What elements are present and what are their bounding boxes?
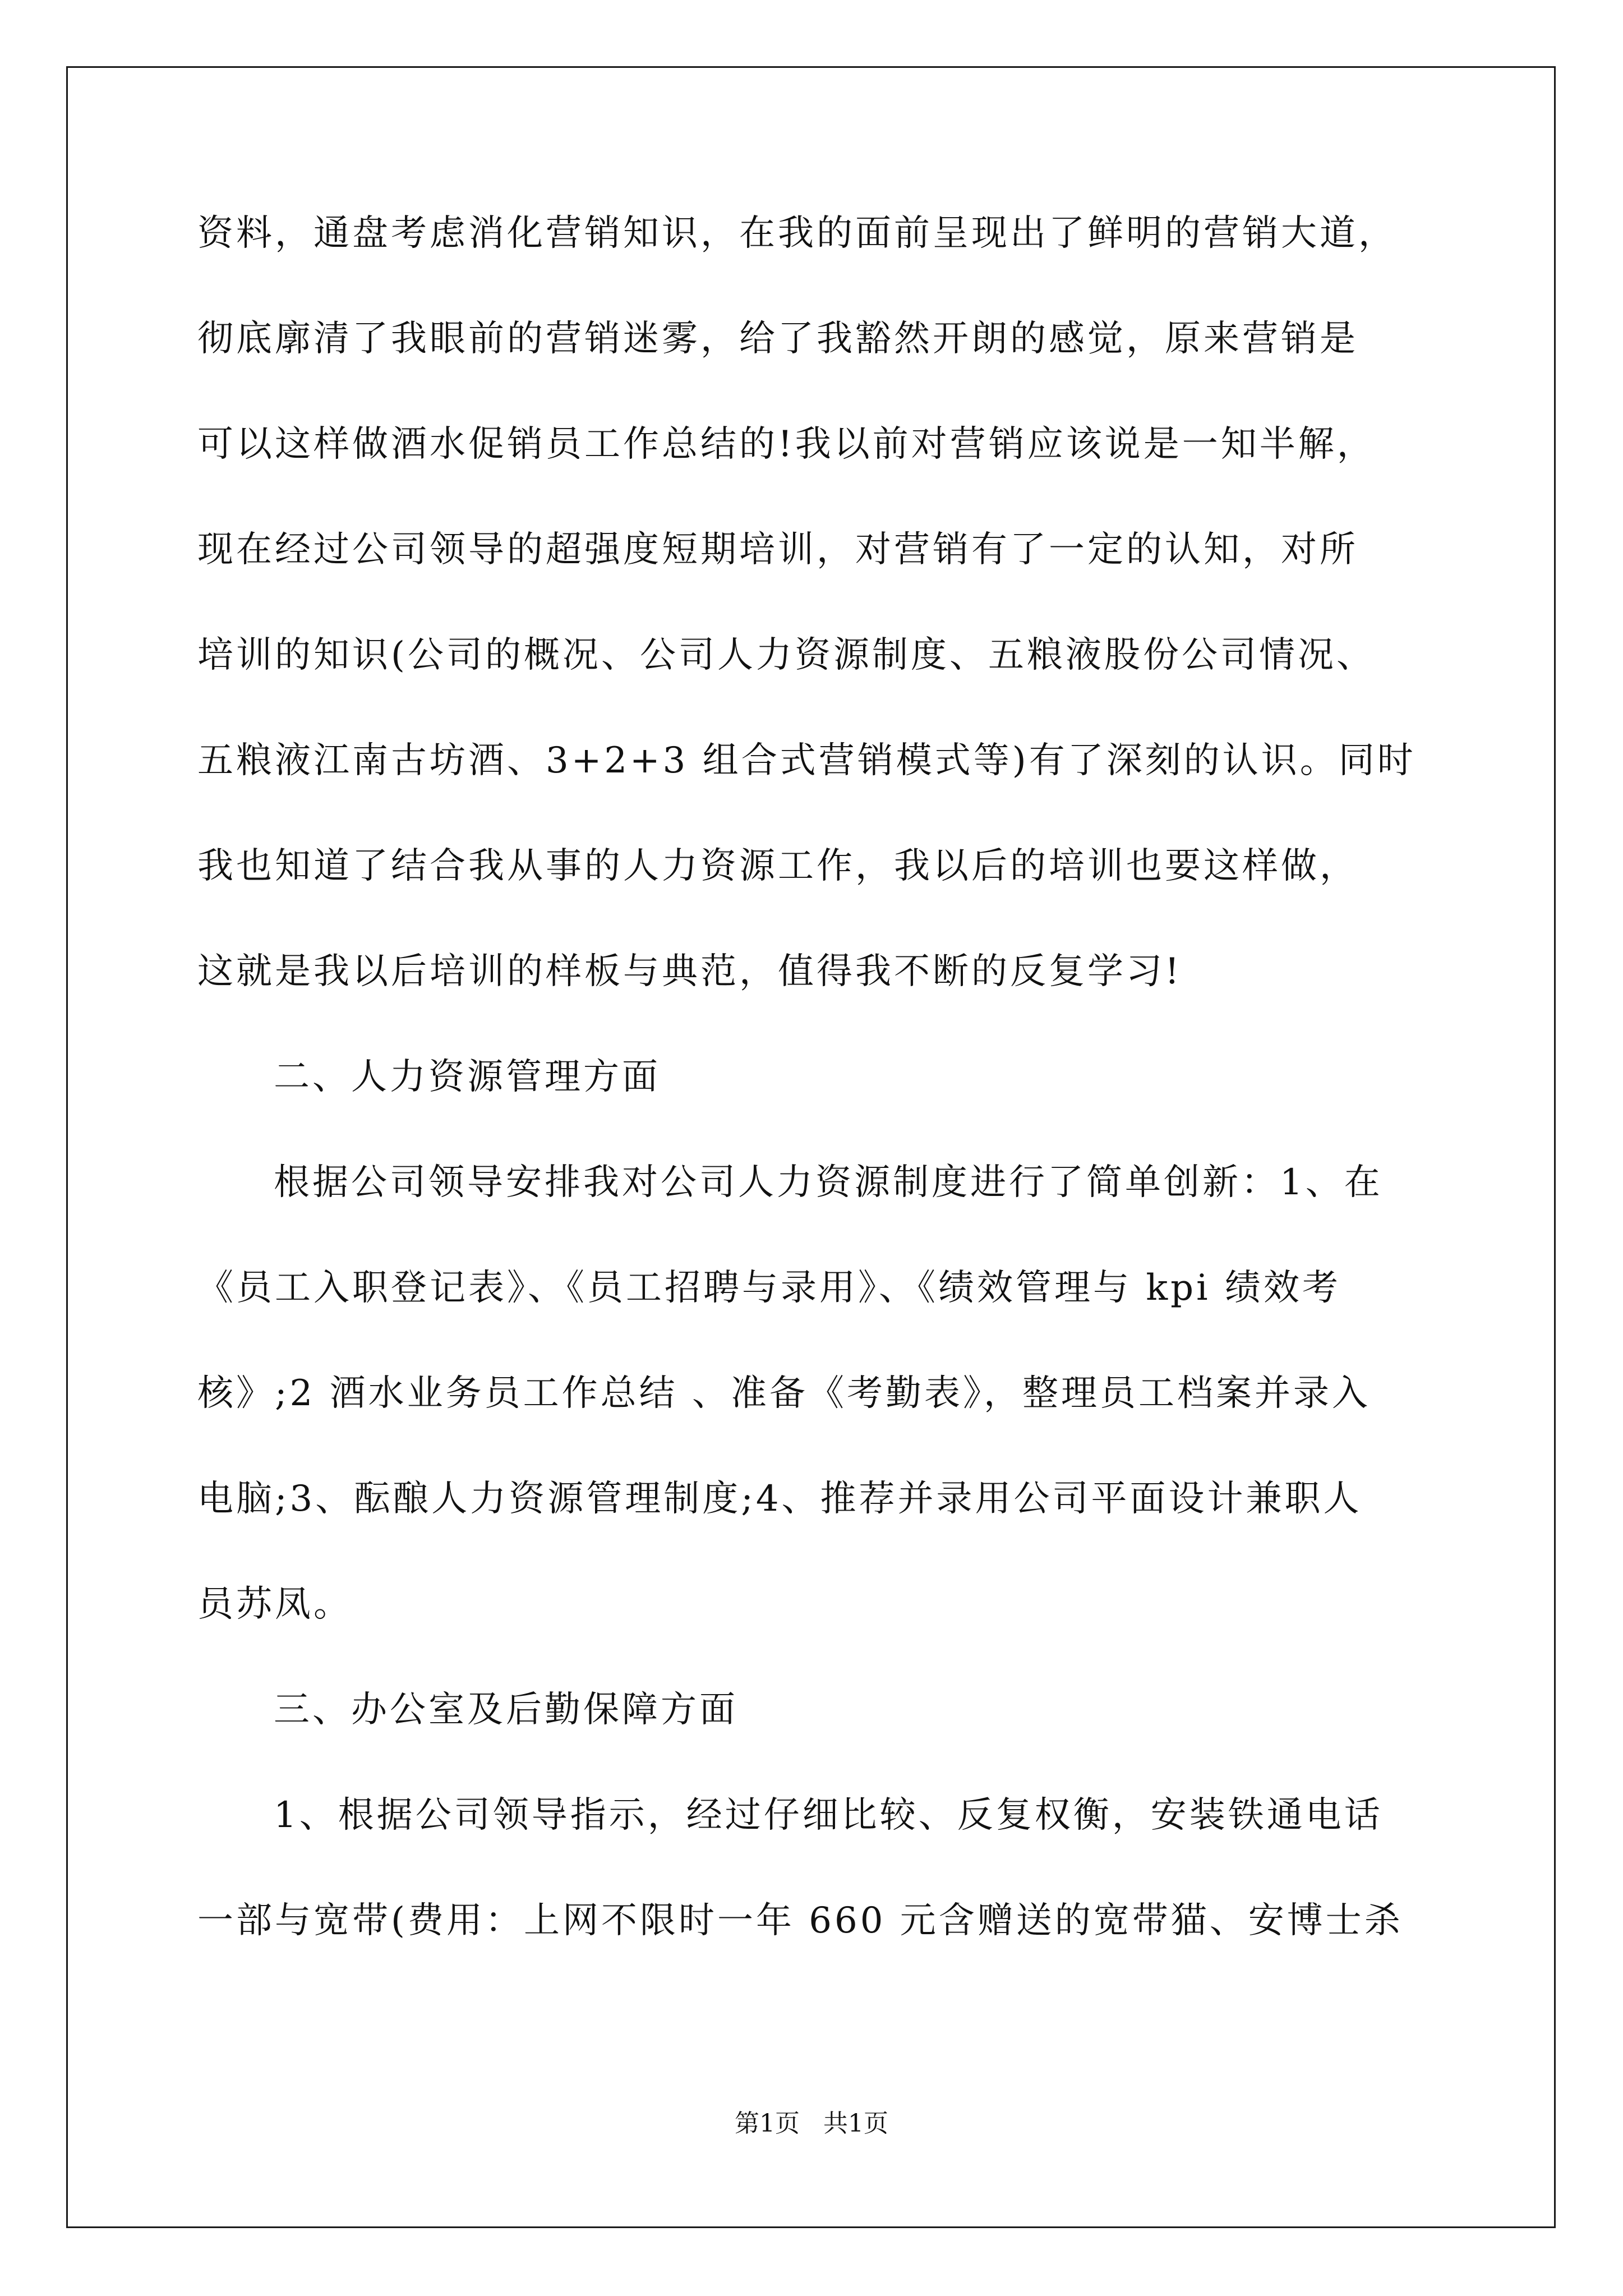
page-number-footer: 第1页 共1页 — [735, 2109, 888, 2138]
paragraph-line: 彻底廓清了我眼前的营销迷雾，给了我豁然开朗的感觉，原来营销是 — [197, 318, 1358, 360]
paragraph-line: 可以这样做酒水促销员工作总结的!我以前对营销应该说是一知半解， — [197, 424, 1376, 465]
section-heading: 二、人力资源管理方面 — [274, 1056, 661, 1098]
paragraph-line: 1、根据公司领导指示，经过仔细比较、反复权衡，安装铁通电话 — [274, 1795, 1383, 1836]
paragraph-line: 《员工入职登记表》、《员工招聘与录用》、《绩效管理与 kpi 绩效考 — [197, 1267, 1341, 1309]
paragraph-line: 培训的知识(公司的概况、公司人力资源制度、五粮液股份公司情况、 — [197, 634, 1375, 676]
paragraph-line: 五粮液江南古坊酒、3+2+3 组合式营销模式等)有了深刻的认识。同时 — [197, 740, 1416, 781]
paragraph-line: 电脑;3、酝酿人力资源管理制度;4、推荐并录用公司平面设计兼职人 — [197, 1478, 1362, 1520]
paragraph-line: 员苏凤。 — [197, 1584, 352, 1625]
paragraph-line: 根据公司领导安排我对公司人力资源制度进行了简单创新：1、在 — [274, 1162, 1383, 1203]
paragraph-line: 资料，通盘考虑消化营销知识，在我的面前呈现出了鲜明的营销大道， — [197, 213, 1397, 254]
paragraph-line: 现在经过公司领导的超强度短期培训，对营销有了一定的认知，对所 — [197, 529, 1358, 570]
paragraph-line: 这就是我以后培训的样板与典范，值得我不断的反复学习! — [197, 951, 1182, 992]
document-body — [197, 208, 1437, 1947]
paragraph-line: 核》;2 酒水业务员工作总结 、准备《考勤表》，整理员工档案并录入 — [197, 1373, 1371, 1414]
paragraph-line: 我也知道了结合我从事的人力资源工作，我以后的培训也要这样做， — [197, 845, 1358, 887]
section-heading: 三、办公室及后勤保障方面 — [274, 1689, 738, 1731]
paragraph-line: 一部与宽带(费用：上网不限时一年 660 元含赠送的宽带猫、安博士杀 — [197, 1900, 1403, 1941]
